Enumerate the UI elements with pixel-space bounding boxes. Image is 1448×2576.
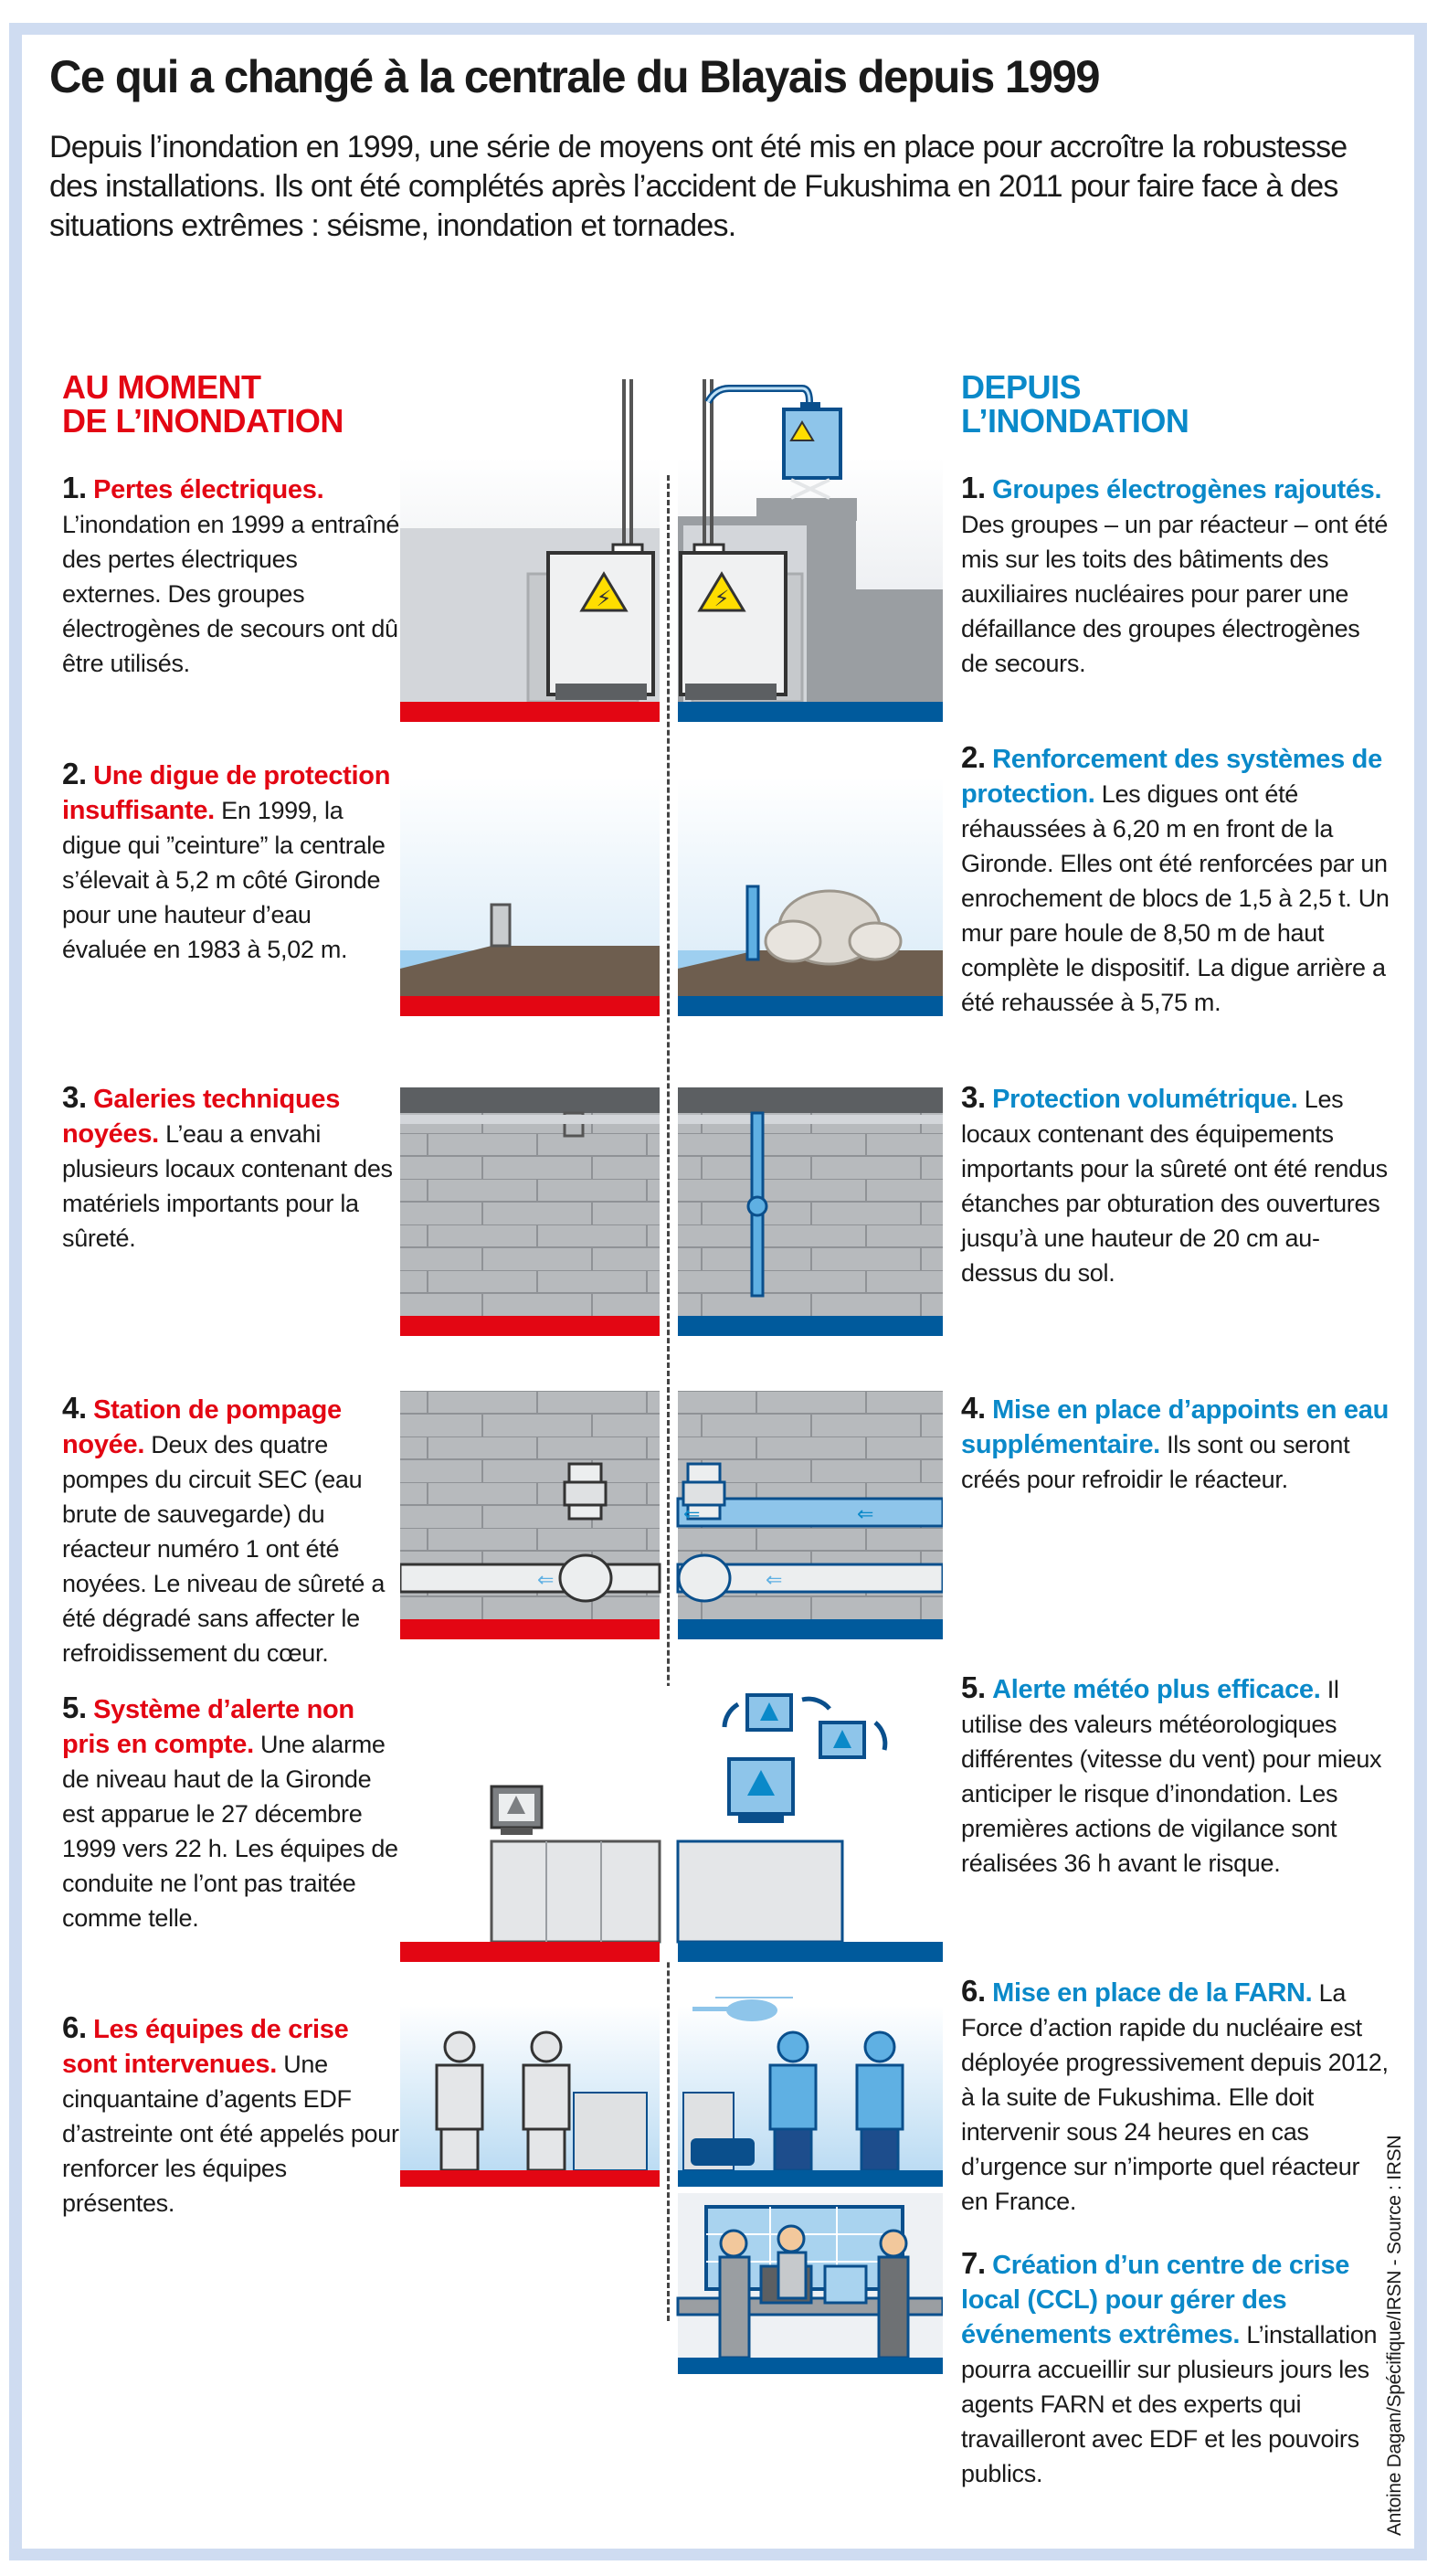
item-body: Des groupes – un par réacteur – ont été mis sur les toits des bâtiments des auxiliaires nucléaires pour parer une défaillance des groupes électrogènes de secours. — [961, 511, 1389, 677]
item-number: 4. — [961, 1391, 986, 1425]
credit-text: Antoine Dagan/Spécifique/IRSN - Source : IRSN — [1384, 2135, 1405, 2536]
item-body: L’inondation en 1999 a entraîné des pertes électriques externes. Des groupes électrogènes de secours ont dû être utilisés. — [62, 511, 400, 677]
illustration-crisis-teams — [400, 1992, 943, 2189]
item-number: 6. — [62, 2010, 87, 2044]
after-item-2 — [961, 740, 1390, 1020]
item-body: Une cinquantaine d’agents EDF d’astreinte ont été appelés pour renforcer les équipes présentes. — [62, 2051, 399, 2217]
before-item-3 — [62, 1080, 400, 1256]
item-heading: Mise en place de la FARN. — [992, 1978, 1313, 2008]
after-item-3 — [961, 1080, 1390, 1290]
item-number: 4. — [62, 1391, 87, 1425]
svg-text:⇐: ⇐ — [766, 1569, 783, 1592]
svg-text:⚡: ⚡ — [596, 586, 612, 611]
item-heading: Renforcement des systèmes de protection. — [961, 745, 1382, 809]
item-heading: Protection volumétrique. — [992, 1085, 1298, 1114]
item-body: Les locaux contenant des équipements importants pour la sûreté ont été rendus étanches par obturation des ouvertures jusqu’à une hauteur de 20 cm au-dessus du sol. — [961, 1086, 1388, 1287]
after-item-5 — [961, 1670, 1390, 1881]
item-number: 1. — [62, 471, 87, 504]
item-heading: Système d’alerte non pris en compte. — [62, 1695, 354, 1759]
after-item-1 — [961, 471, 1390, 681]
item-number: 2. — [62, 757, 87, 790]
item-heading: Une digue de protection insuffisante. — [62, 761, 391, 825]
item-number: 1. — [961, 471, 986, 504]
illustration-pumping-station — [400, 1391, 943, 1642]
item-number: 3. — [961, 1080, 986, 1114]
illustration-galleries — [400, 1087, 943, 1339]
column-heading-after — [961, 370, 1189, 438]
before-item-6 — [62, 2010, 400, 2221]
after-item-7 — [961, 2246, 1390, 2491]
item-body: La Force d’action rapide du nucléaire est déployée progressivement depuis 2012, à la suite de Fukushima. Elle doit intervenir sous 24 heures en cas d’urgence sur n’importe quel réacteur en France. — [961, 1979, 1389, 2215]
before-item-5 — [62, 1691, 400, 1935]
column-heading-before — [62, 370, 344, 438]
before-item-4 — [62, 1391, 400, 1670]
svg-text:⚡: ⚡ — [713, 586, 730, 611]
item-number: 5. — [62, 1691, 87, 1724]
item-heading: Mise en place d’appoints en eau supplémentaire. — [961, 1395, 1389, 1459]
item-body: En 1999, la digue qui ”ceinture” la centrale s’élevait à 5,2 m côté Gironde pour une hauteur d’eau évaluée en 1983 à 5,02 m. — [62, 797, 386, 963]
before-item-2 — [62, 757, 400, 967]
item-heading: Galeries techniques noyées. — [62, 1085, 341, 1149]
item-heading: Pertes électriques. — [93, 475, 324, 504]
before-item-1 — [62, 471, 400, 681]
item-body: Les digues ont été réhaussées à 6,20 m en front de la Gironde. Elles ont été renforcées par un enrochement de blocs de 1,5 à 2,5 t. Un mur pare houle de 8,50 m de haut complète le dispositif. La digue arrière a été rehaussée à 5,75 m. — [961, 780, 1390, 1016]
item-body: Une alarme de niveau haut de la Gironde est apparue le 27 décembre 1999 vers 22 h. Les équipes de conduite ne l’ont pas traitée comme telle. — [62, 1731, 398, 1932]
after-item-4 — [961, 1391, 1390, 1497]
item-heading: Groupes électrogènes rajoutés. — [992, 475, 1382, 504]
illustration-crisis-center — [400, 2193, 943, 2376]
svg-text:⇐: ⇐ — [857, 1503, 874, 1526]
item-heading: Alerte météo plus efficace. — [992, 1675, 1321, 1704]
item-body: L’eau a envahi plusieurs locaux contenant des matériels importants pour la sûreté. — [62, 1120, 393, 1252]
heading-line: DEPUIS — [961, 368, 1082, 406]
after-item-6 — [961, 1974, 1390, 2219]
item-number: 7. — [961, 2246, 986, 2280]
item-body: Deux des quatre pompes du circuit SEC (eau brute de sauvegarde) du réacteur numéro 1 ont été noyées. Le niveau de sûreté a été dégradé sans affecter le refroidissement du cœur. — [62, 1431, 386, 1667]
illustration-alert-screens — [400, 1686, 943, 1978]
item-heading: Création d’un centre de crise local (CCL) pour gérer des événements extrêmes. — [961, 2251, 1350, 2349]
item-number: 5. — [961, 1670, 986, 1704]
floor-after — [678, 702, 943, 722]
item-heading: Station de pompage noyée. — [62, 1395, 342, 1459]
floor-before — [400, 702, 660, 722]
heading-line: L’INONDATION — [961, 402, 1189, 440]
page-title: Ce qui a changé à la centrale du Blayais depuis 1999 — [49, 51, 1100, 102]
illustration-generators — [400, 366, 943, 722]
flow-arrow-icon: ⇐ — [537, 1569, 555, 1592]
illustration-dike — [400, 777, 943, 1019]
item-number: 3. — [62, 1080, 87, 1114]
item-number: 6. — [961, 1974, 986, 2008]
svg-text:⇐: ⇐ — [683, 1503, 701, 1526]
item-body: Ils sont ou seront créés pour refroidir le réacteur. — [961, 1431, 1350, 1493]
item-body: L’installation pourra accueillir sur plusieurs jours les agents FARN et des experts qui travailleront avec EDF et les pouvoirs publics. — [961, 2321, 1378, 2487]
item-number: 2. — [961, 740, 986, 774]
heading-line: AU MOMENT — [62, 368, 261, 406]
intro-paragraph: Depuis l’inondation en 1999, une série de moyens ont été mis en place pour accroître la robustesse des installations. Ils ont été complétés après l’accident de Fukushima en 2011 pour faire face à des situations extrêmes : séisme, inondation et tornades. — [49, 130, 1348, 243]
item-body: Il utilise des valeurs météorologiques différentes (vitesse du vent) pour mieux anticiper le risque d’inondation. Les premières actions de vigilance sont réalisées 36 h avant le risque. — [961, 1676, 1382, 1877]
heading-line: DE L’INONDATION — [62, 402, 344, 440]
item-heading: Les équipes de crise sont intervenues. — [62, 2015, 349, 2079]
